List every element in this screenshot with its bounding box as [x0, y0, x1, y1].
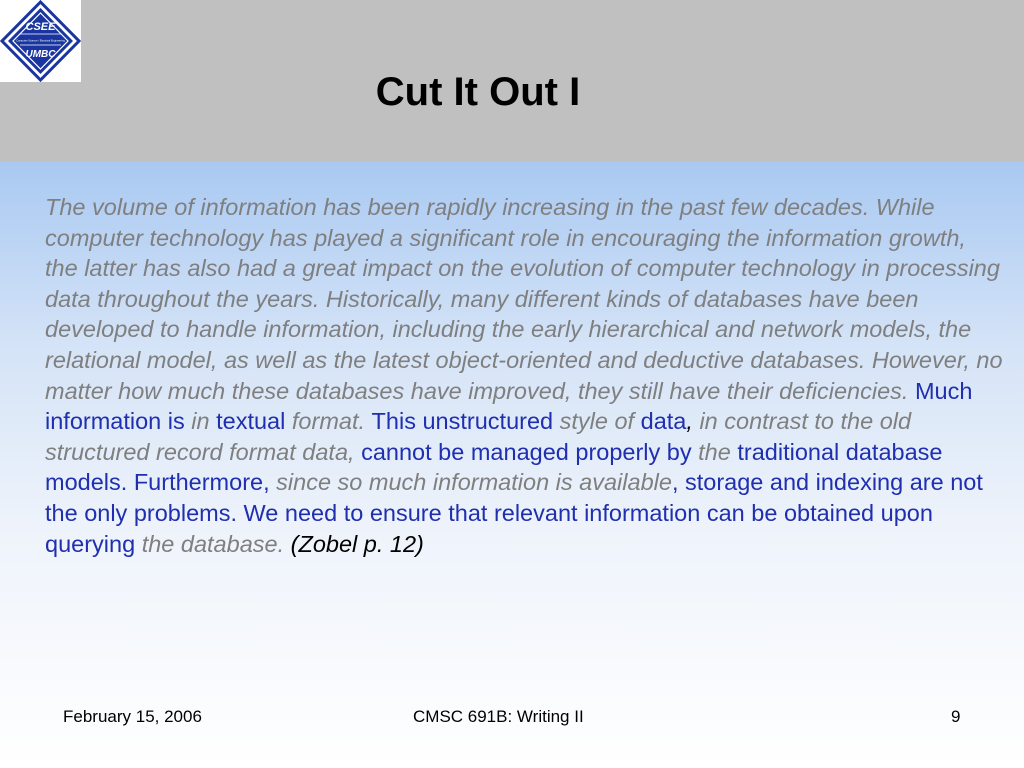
- text-segment-black: ,: [686, 408, 700, 435]
- slide-title: Cut It Out I: [375, 70, 581, 114]
- footer-course: CMSC 691B: Writing II: [413, 707, 584, 726]
- body-paragraph: [45, 192, 1005, 559]
- text-segment-gray: format.: [285, 408, 372, 435]
- footer-date: February 15, 2006: [63, 707, 202, 726]
- text-segment-gray: in contrast to the old structured record format data,: [45, 408, 912, 465]
- text-segment-blue: traditional database models. Furthermore,: [45, 438, 943, 496]
- text-segment-gray: The volume of information has been rapidly increasing in the past few decades. While computer technology has played a significant role in encouraging the information growth, the latter has also had a great impact on the evolution of computer technology in processing data throughout the years. Historically, many different kinds of databases have been developed to handle information, including the early hierarchical and network models, the relational model, as well as the latest object-oriented and deductive databases. However, no matter how much these databases have improved, they still have their deficiencies.: [45, 194, 1003, 404]
- text-segment-blue: cannot be managed properly by: [361, 438, 699, 465]
- text-segment-blue: data: [640, 408, 687, 435]
- text-segment-blue: textual: [216, 408, 286, 435]
- text-segment-gray: since so much information is available: [276, 469, 672, 496]
- text-segment-gray: the database.: [141, 530, 291, 557]
- footer-page-number: 9: [951, 707, 961, 726]
- text-segment-black: (Zobel p. 12): [290, 530, 424, 557]
- logo-line1: CSEE: [25, 21, 56, 33]
- text-segment-blue: Much information is: [45, 377, 973, 435]
- text-segment-gray: style of: [559, 408, 641, 435]
- text-segment-blue: This unstructured: [371, 408, 560, 435]
- logo-line2: UMBC: [25, 49, 56, 60]
- text-segment-blue: , storage and indexing are not the only problems. We need to ensure that relevant information can be obtained upon querying: [45, 469, 983, 557]
- logo-small-text: Computer Science / Electrical Engineering: [16, 39, 65, 43]
- text-segment-gray: in: [191, 408, 217, 435]
- text-segment-gray: the: [698, 438, 738, 465]
